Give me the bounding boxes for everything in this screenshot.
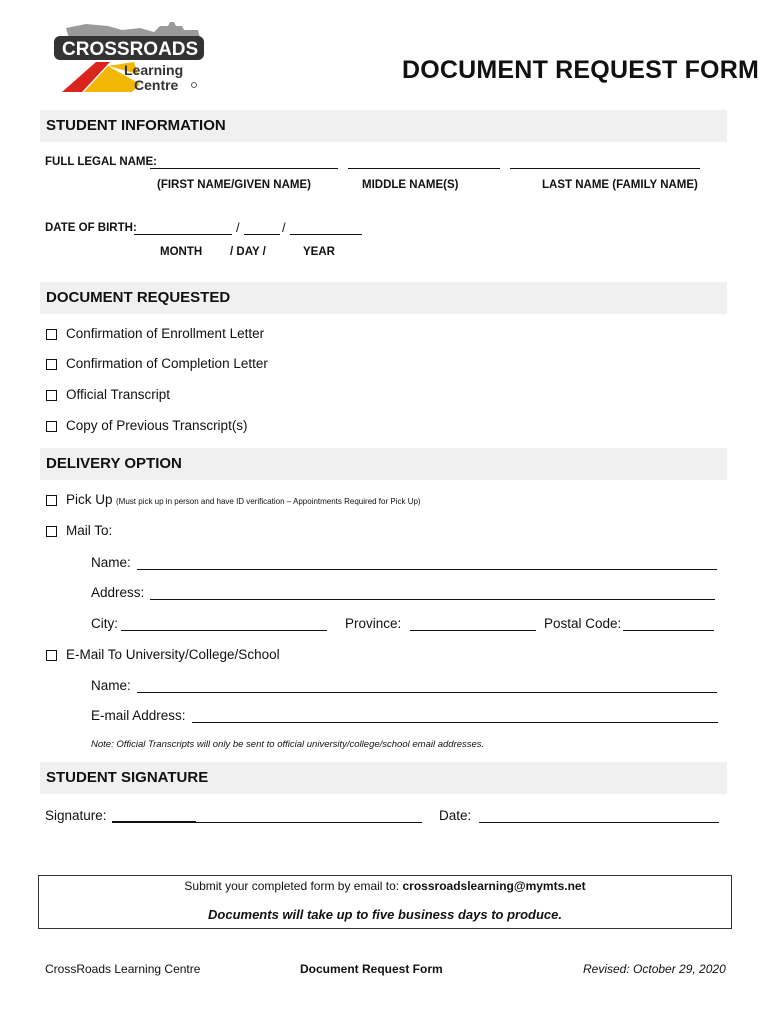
form-title: DOCUMENT REQUEST FORM xyxy=(402,56,759,84)
option-label: Confirmation of Enrollment Letter xyxy=(66,326,265,341)
logo-learning: Learning xyxy=(124,62,184,78)
last-name-caption: LAST NAME (FAMILY NAME) xyxy=(542,179,698,191)
signature-underline-accent xyxy=(112,821,196,823)
footer-organization: CrossRoads Learning Centre xyxy=(45,962,201,976)
crossroads-logo xyxy=(48,22,218,102)
dob-month-field[interactable] xyxy=(134,234,232,235)
date-label: Date: xyxy=(439,808,472,823)
email-name-label: Name: xyxy=(91,678,131,693)
mail-name-label: Name: xyxy=(91,555,131,570)
pick-up-label: Pick Up xyxy=(66,492,113,507)
checkbox-completion-letter[interactable] xyxy=(46,359,57,370)
submit-text: Submit your completed form by email to: xyxy=(184,879,400,893)
checkbox-previous-transcript[interactable] xyxy=(46,421,57,432)
dob-day-field[interactable] xyxy=(244,234,280,235)
section-heading: DOCUMENT REQUESTED xyxy=(46,289,231,306)
year-caption: YEAR xyxy=(303,246,335,258)
pick-up-note: (Must pick up in person and have ID verification – Appointments Required for Pick Up) xyxy=(116,497,421,506)
day-caption: / DAY / xyxy=(230,246,266,258)
section-heading: DELIVERY OPTION xyxy=(46,455,182,472)
first-name-field[interactable] xyxy=(150,168,338,169)
checkbox-official-transcript[interactable] xyxy=(46,390,57,401)
section-delivery-option xyxy=(40,448,727,480)
footer-revision-date: Revised: October 29, 2020 xyxy=(583,962,726,976)
processing-time-notice: Documents will take up to five business days to produce. xyxy=(208,907,562,922)
mail-city-field[interactable] xyxy=(121,630,327,631)
email-address-label: E-mail Address: xyxy=(91,708,186,723)
logo-graphic xyxy=(48,22,218,102)
dob-separator: / xyxy=(236,220,240,235)
dob-label: DATE OF BIRTH: xyxy=(45,222,137,234)
option-label: Copy of Previous Transcript(s) xyxy=(66,418,248,433)
mail-to-label: Mail To: xyxy=(66,523,113,538)
first-name-caption: (FIRST NAME/GIVEN NAME) xyxy=(157,179,311,191)
mail-province-label: Province: xyxy=(345,616,402,631)
submit-line xyxy=(39,879,731,893)
footer-form-name: Document Request Form xyxy=(300,962,443,976)
mail-postal-code-label: Postal Code: xyxy=(544,616,622,631)
registered-mark-icon xyxy=(192,83,197,88)
last-name-field[interactable] xyxy=(510,168,700,169)
submit-instructions-box xyxy=(38,875,732,929)
checkbox-enrollment-letter[interactable] xyxy=(46,329,57,340)
checkbox-pick-up[interactable] xyxy=(46,495,57,506)
logo-wordmark: CROSSROADS xyxy=(62,39,199,60)
email-option-label: E-Mail To University/College/School xyxy=(66,647,280,662)
section-student-signature xyxy=(40,762,727,794)
email-note: Note: Official Transcripts will only be sent to official university/college/school email addresses. xyxy=(91,739,485,750)
mail-name-field[interactable] xyxy=(137,569,717,570)
middle-name-caption: MIDDLE NAME(S) xyxy=(362,179,459,191)
date-field[interactable] xyxy=(479,822,719,823)
dob-year-field[interactable] xyxy=(290,234,362,235)
section-heading: STUDENT SIGNATURE xyxy=(46,769,209,786)
mail-province-field[interactable] xyxy=(410,630,536,631)
option-label: Confirmation of Completion Letter xyxy=(66,356,268,371)
section-heading: STUDENT INFORMATION xyxy=(46,117,226,134)
email-name-field[interactable] xyxy=(137,692,717,693)
option-label: Official Transcript xyxy=(66,387,171,402)
signature-label: Signature: xyxy=(45,808,107,823)
mail-address-label: Address: xyxy=(91,585,145,600)
dob-separator: / xyxy=(282,220,286,235)
section-document-requested xyxy=(40,282,727,314)
checkbox-mail-to[interactable] xyxy=(46,526,57,537)
checkbox-email-to-institution[interactable] xyxy=(46,650,57,661)
email-address-field[interactable] xyxy=(192,722,718,723)
middle-name-field[interactable] xyxy=(348,168,500,169)
logo-centre: Centre xyxy=(134,77,179,93)
mail-address-field[interactable] xyxy=(150,599,715,600)
submit-email-link[interactable]: crossroadslearning@mymts.net xyxy=(402,879,586,893)
mail-city-label: City: xyxy=(91,616,118,631)
full-legal-name-label: FULL LEGAL NAME: xyxy=(45,156,158,168)
month-caption: MONTH xyxy=(160,246,203,258)
section-student-information xyxy=(40,110,727,142)
mail-postal-code-field[interactable] xyxy=(623,630,714,631)
